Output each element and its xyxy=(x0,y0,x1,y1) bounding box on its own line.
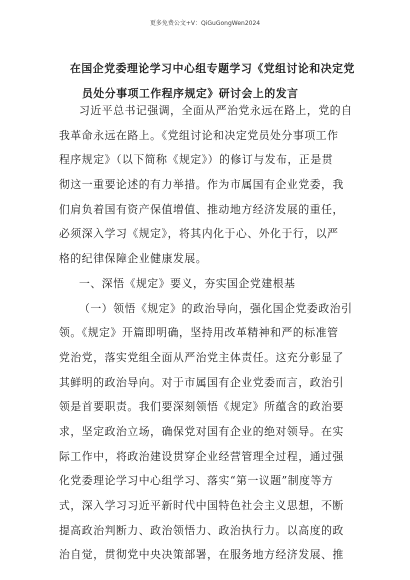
body-line: 程序规定》（以下简称《规定》）的修订与发布，正是贯 xyxy=(59,153,334,167)
body-line: 领。《规定》开篇即明确，坚持用改革精神和严的标准管 xyxy=(59,326,339,340)
body-line: 习近平总书记强调，全面从严治党永远在路上，党的自 xyxy=(79,104,353,117)
subsection-heading: （一）领悟《规定》的政治导向，强化国企党委政治引 xyxy=(79,301,353,315)
body-line: 治自觉，贯彻党中央决策部署，在服务地方经济发展、推 xyxy=(59,548,344,562)
document-body xyxy=(59,99,354,568)
body-line: 格的纪律保障企业健康发展。 xyxy=(59,252,208,266)
body-line: 其鲜明的政治导向。对于市属国有企业党委而言，政治引 xyxy=(59,375,344,389)
body-line: 求，坚定政治立场，确保党对国有企业的绝对领导。在实 xyxy=(59,424,344,438)
section-heading: 一、深悟《规定》要义，夯实国企党建根基 xyxy=(79,276,296,290)
title-line-2: 员处分事项工作程序规定》研讨会上的发言 xyxy=(82,86,299,100)
body-line: 我革命永远在路上。《党组讨论和决定党员处分事项工作 xyxy=(59,128,339,142)
body-line: 化党委理论学习中心组学习、落实“第一议题”制度等方 xyxy=(59,474,334,488)
body-line: 式，深入学习习近平新时代中国特色社会主义思想，不断 xyxy=(59,499,344,512)
body-line: 必须深入学习《规定》，将其内化于心、外化于行，以严 xyxy=(59,227,339,241)
header-note: 更多免费公文+V：QiGuGongWen2024 xyxy=(149,20,261,27)
body-line: 们肩负着国有资产保值增值、推动地方经济发展的重任， xyxy=(59,202,344,216)
body-line: 领是首要职责。我们要深刻领悟《规定》所蕴含的政治要 xyxy=(59,400,344,414)
body-line: 党治党，落实党组全面从严治党主体责任。这充分彰显了 xyxy=(59,350,344,364)
body-line: 际工作中，将政治建设贯穿企业经营管理全过程，通过强 xyxy=(59,449,344,463)
body-line: 彻这一重要论述的有力举措。作为市属国有企业党委，我 xyxy=(59,178,344,192)
body-line: 提高政治判断力、政治领悟力、政治执行力。以高度的政 xyxy=(59,523,344,537)
title-line-1: 在国企党委理论学习中心组专题学习《党组讨论和决定党 xyxy=(70,62,355,75)
